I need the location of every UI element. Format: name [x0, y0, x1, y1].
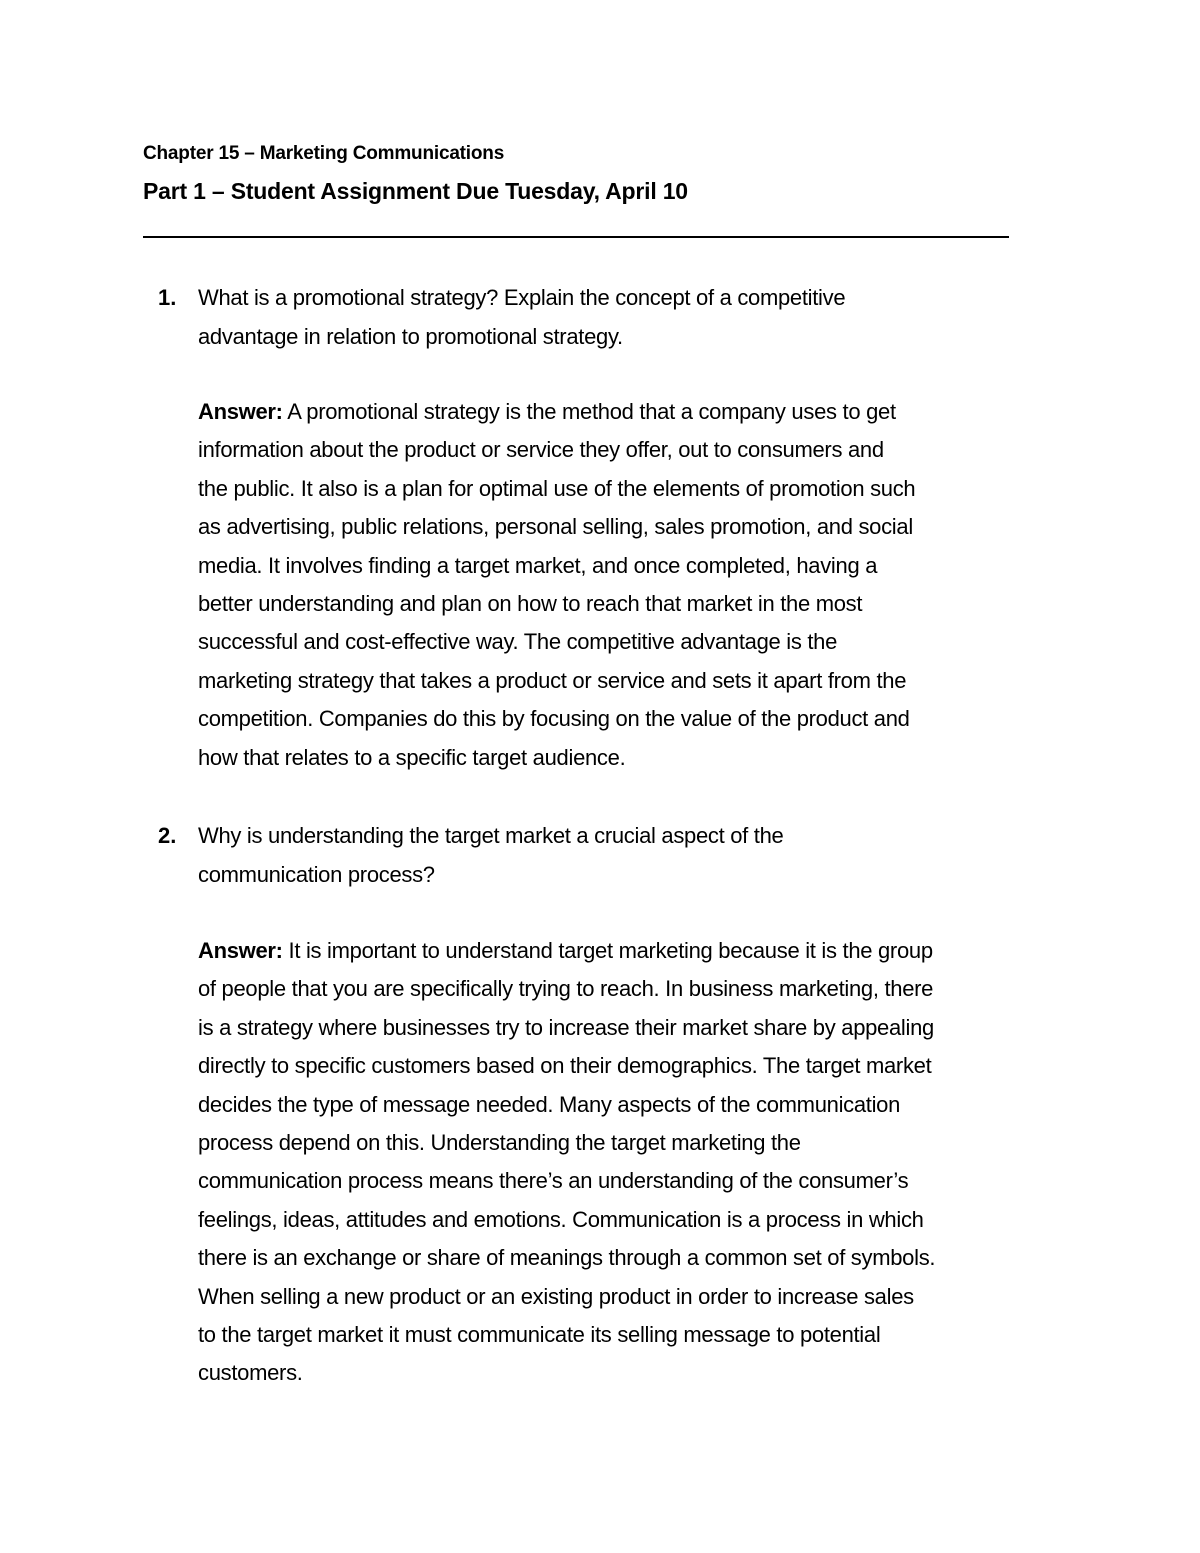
- question-text: [198, 817, 1068, 894]
- answer-line: [198, 393, 1068, 431]
- answer-text: A promotional strategy is the method that a company uses to get: [282, 399, 896, 424]
- answer-line: When selling a new product or an existing product in order to increase sales: [198, 1283, 914, 1309]
- answer-2: [198, 932, 1068, 1393]
- chapter-title: Chapter 15 – Marketing Communications: [143, 143, 505, 164]
- question-number: 1.: [158, 285, 177, 310]
- question-line: communication process?: [198, 861, 435, 887]
- answer-line: feelings, ideas, attitudes and emotions. Communication is a process in which: [198, 1206, 924, 1232]
- question-text: [198, 279, 1068, 356]
- answer-line: decides the type of message needed. Many aspects of the communication: [198, 1091, 901, 1117]
- answer-line: competition. Companies do this by focusing on the value of the product and: [198, 706, 910, 732]
- question-line: What is a promotional strategy? Explain the concept of a competitive: [198, 285, 846, 310]
- answer-line: marketing strategy that takes a product or service and sets it apart from the: [198, 667, 907, 693]
- answer-line: information about the product or service they offer, out to consumers and: [198, 437, 884, 463]
- answer-label: Answer:: [198, 399, 283, 424]
- answer-line: there is an exchange or share of meanings through a common set of symbols.: [198, 1245, 936, 1271]
- answer-line: is a strategy where businesses try to increase their market share by appealing: [198, 1014, 934, 1040]
- answer-line: communication process means there’s an understanding of the consumer’s: [198, 1168, 909, 1194]
- answer-line: customers.: [198, 1360, 303, 1386]
- answer-line: better understanding and plan on how to reach that market in the most: [198, 591, 863, 617]
- answer-line: the public. It also is a plan for optimal use of the elements of promotion such: [198, 475, 916, 501]
- answer-label: Answer:: [198, 938, 283, 963]
- answer-line: how that relates to a specific target audience.: [198, 744, 626, 770]
- answer-line: media. It involves finding a target market, and once completed, having a: [198, 552, 878, 578]
- part-title: Part 1 – Student Assignment Due Tuesday, April 10: [143, 178, 688, 204]
- answer-line: of people that you are specifically trying to reach. In business marketing, there: [198, 976, 934, 1002]
- answer-line: to the target market it must communicate its selling message to potential: [198, 1322, 881, 1348]
- title-divider: [143, 236, 1009, 238]
- answer-line: as advertising, public relations, personal selling, sales promotion, and social: [198, 514, 913, 540]
- answer-1: [198, 393, 1068, 777]
- question-line: Why is understanding the target market a crucial aspect of the: [198, 823, 784, 848]
- question-line: advantage in relation to promotional strategy.: [198, 323, 623, 349]
- answer-text: It is important to understand target marketing because it is the group: [282, 938, 933, 963]
- answer-line: successful and cost-effective way. The competitive advantage is the: [198, 629, 838, 655]
- answer-line: [198, 932, 1068, 970]
- question-number: 2.: [158, 823, 177, 848]
- answer-line: directly to specific customers based on their demographics. The target market: [198, 1053, 932, 1079]
- answer-line: process depend on this. Understanding the target marketing the: [198, 1130, 801, 1156]
